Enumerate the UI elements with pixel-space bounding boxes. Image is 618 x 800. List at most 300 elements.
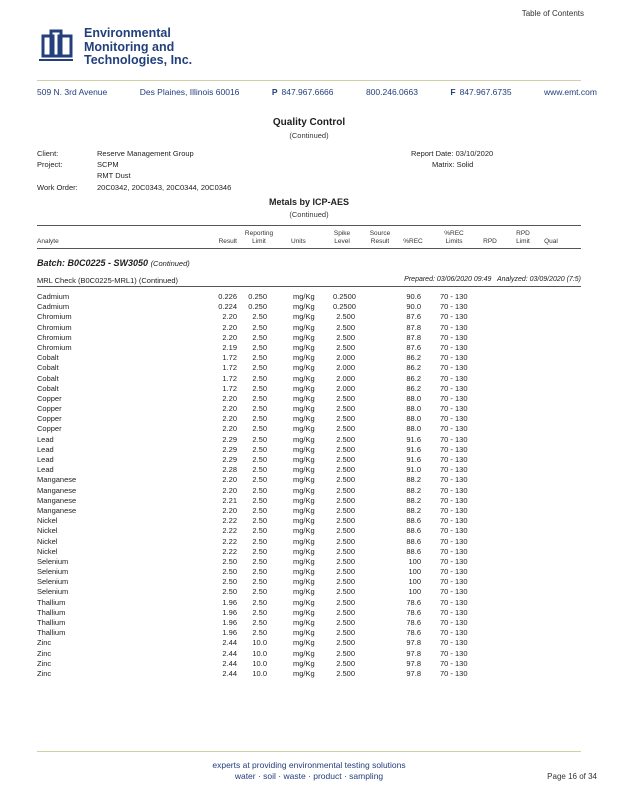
cell-rec-limits: 70 - 130 bbox=[440, 342, 468, 352]
cell-units: mg/Kg bbox=[293, 638, 315, 648]
cell-rec-limits: 70 - 130 bbox=[440, 628, 468, 638]
cell-analyte: Cadmium bbox=[37, 292, 70, 301]
cell-units: mg/Kg bbox=[293, 363, 315, 373]
cell-spike-level: 2.500 bbox=[336, 393, 355, 403]
section-subtitle: (Continued) bbox=[289, 210, 329, 219]
page-number: Page 16 of 34 bbox=[547, 772, 597, 781]
cell-rec-limits: 70 - 130 bbox=[440, 455, 468, 464]
cell-rec-limits: 70 - 130 bbox=[440, 322, 468, 332]
cell-spike-level: 2.500 bbox=[336, 424, 355, 434]
cell-analyte: Lead bbox=[37, 434, 54, 444]
cell-units: mg/Kg bbox=[293, 668, 315, 678]
table-row bbox=[37, 333, 581, 343]
cell-units: mg/Kg bbox=[293, 455, 315, 464]
table-row bbox=[37, 526, 581, 536]
table-row bbox=[37, 577, 581, 587]
cell-spike-level: 2.500 bbox=[336, 658, 355, 668]
cell-analyte: Lead bbox=[37, 444, 54, 454]
prep-info bbox=[404, 276, 581, 283]
cell-reporting-limit: 2.50 bbox=[252, 444, 267, 454]
cell-rec: 88.0 bbox=[406, 424, 421, 434]
client-value: Reserve Management Group bbox=[97, 149, 194, 158]
cell-rec: 88.0 bbox=[406, 404, 421, 414]
table-row bbox=[37, 343, 581, 353]
table-row bbox=[37, 302, 581, 312]
cell-analyte: Chromium bbox=[37, 342, 72, 352]
cell-reporting-limit: 2.50 bbox=[252, 353, 267, 363]
cell-rec: 78.6 bbox=[406, 628, 421, 638]
table-row bbox=[37, 323, 581, 333]
cell-spike-level: 2.500 bbox=[336, 618, 355, 627]
col-source-result bbox=[365, 230, 395, 245]
mrl-continued: (Continued) bbox=[138, 276, 179, 285]
cell-analyte: Nickel bbox=[37, 536, 58, 546]
client-field bbox=[37, 149, 194, 158]
cell-units: mg/Kg bbox=[293, 465, 315, 475]
analyzed-date: Analyzed: 03/09/2020 (7:5) bbox=[496, 276, 581, 283]
col-reporting-line2: Limit bbox=[252, 237, 266, 245]
col-rec: %REC bbox=[403, 238, 423, 245]
workorder-value: 20C0342, 20C0343, 20C0344, 20C0346 bbox=[97, 183, 232, 192]
cell-analyte: Zinc bbox=[37, 648, 52, 658]
cell-rec-limits: 70 - 130 bbox=[440, 587, 468, 597]
cell-analyte: Selenium bbox=[37, 587, 69, 597]
table-row bbox=[37, 353, 581, 363]
cell-spike-level: 2.500 bbox=[336, 556, 355, 566]
cell-reporting-limit: 2.50 bbox=[252, 363, 267, 373]
cell-result: 2.44 bbox=[222, 658, 237, 668]
cell-rec: 91.6 bbox=[406, 434, 421, 444]
cell-rec-limits: 70 - 130 bbox=[440, 383, 468, 393]
cell-rec: 78.6 bbox=[406, 618, 421, 627]
cell-rec-limits: 70 - 130 bbox=[440, 393, 468, 403]
cell-result: 2.29 bbox=[222, 434, 237, 444]
cell-units: mg/Kg bbox=[293, 546, 315, 556]
cell-reporting-limit: 2.50 bbox=[252, 546, 267, 556]
cell-result: 2.20 bbox=[222, 475, 237, 485]
cell-reporting-limit: 2.50 bbox=[252, 383, 267, 393]
cell-units: mg/Kg bbox=[293, 618, 315, 627]
table-row bbox=[37, 628, 581, 638]
cell-result: 2.28 bbox=[222, 465, 237, 475]
table-row bbox=[37, 394, 581, 404]
cell-result: 0.224 bbox=[218, 302, 237, 312]
table-row bbox=[37, 638, 581, 648]
cell-result: 1.72 bbox=[222, 363, 237, 373]
page-title: Quality Control bbox=[272, 117, 346, 128]
batch-label: Batch: B0C0225 - SW3050 bbox=[37, 258, 149, 268]
table-row bbox=[37, 384, 581, 394]
cell-reporting-limit: 0.250 bbox=[248, 292, 267, 301]
cell-analyte: Cobalt bbox=[37, 373, 59, 383]
cell-result: 2.29 bbox=[222, 455, 237, 464]
col-reclim-line1: %REC bbox=[444, 230, 464, 237]
col-reclim-line2: Limits bbox=[445, 237, 463, 245]
cell-result: 2.44 bbox=[222, 648, 237, 658]
company-name bbox=[84, 27, 192, 68]
cell-result: 1.72 bbox=[222, 383, 237, 393]
cell-reporting-limit: 2.50 bbox=[252, 597, 267, 607]
cell-result: 2.20 bbox=[222, 414, 237, 424]
cell-rec-limits: 70 - 130 bbox=[440, 526, 468, 536]
cell-spike-level: 2.500 bbox=[336, 587, 355, 597]
cell-rec: 87.6 bbox=[406, 312, 421, 322]
cell-rec-limits: 70 - 130 bbox=[440, 302, 468, 312]
cell-rec: 97.8 bbox=[406, 648, 421, 658]
cell-result: 2.22 bbox=[222, 536, 237, 546]
cell-units: mg/Kg bbox=[293, 332, 315, 342]
cell-units: mg/Kg bbox=[293, 312, 315, 322]
table-row bbox=[37, 496, 581, 506]
matrix-value: Solid bbox=[456, 160, 474, 169]
cell-spike-level: 2.000 bbox=[336, 373, 355, 383]
cell-rec-limits: 70 - 130 bbox=[440, 414, 468, 424]
col-rpdlim-line2: Limit bbox=[516, 237, 530, 245]
col-reporting-limit bbox=[241, 230, 277, 245]
cell-units: mg/Kg bbox=[293, 628, 315, 638]
cell-analyte: Chromium bbox=[37, 312, 72, 322]
table-row bbox=[37, 363, 581, 373]
batch-heading bbox=[37, 258, 190, 268]
cell-reporting-limit: 2.50 bbox=[252, 475, 267, 485]
cell-analyte: Selenium bbox=[37, 567, 69, 577]
table-row bbox=[37, 608, 581, 618]
company-name-line: Environmental bbox=[84, 26, 171, 40]
cell-spike-level: 2.500 bbox=[336, 342, 355, 352]
cell-units: mg/Kg bbox=[293, 414, 315, 424]
cell-reporting-limit: 2.50 bbox=[252, 526, 267, 536]
cell-units: mg/Kg bbox=[293, 587, 315, 597]
cell-reporting-limit: 0.250 bbox=[248, 302, 267, 312]
col-reporting-line1: Reporting bbox=[244, 230, 274, 237]
fax bbox=[450, 87, 511, 97]
cell-rec: 88.2 bbox=[406, 475, 421, 485]
cell-spike-level: 2.500 bbox=[336, 638, 355, 648]
section-title: Metals by ICP-AES bbox=[268, 197, 350, 207]
cell-units: mg/Kg bbox=[293, 607, 315, 617]
cell-spike-level: 2.500 bbox=[336, 332, 355, 342]
cell-rec: 88.2 bbox=[406, 505, 421, 515]
cell-analyte: Thallium bbox=[37, 618, 66, 627]
cell-analyte: Manganese bbox=[37, 495, 77, 505]
cell-rec: 100 bbox=[408, 567, 421, 577]
cell-analyte: Copper bbox=[37, 393, 62, 403]
cell-rec-limits: 70 - 130 bbox=[440, 424, 468, 434]
cell-reporting-limit: 2.50 bbox=[252, 607, 267, 617]
table-row bbox=[37, 649, 581, 659]
cell-reporting-limit: 2.50 bbox=[252, 485, 267, 495]
cell-rec-limits: 70 - 130 bbox=[440, 485, 468, 495]
phone-tollfree: 800.246.0663 bbox=[365, 87, 418, 97]
cell-reporting-limit: 2.50 bbox=[252, 505, 267, 515]
cell-result: 1.96 bbox=[222, 597, 237, 607]
cell-result: 1.96 bbox=[222, 607, 237, 617]
cell-reporting-limit: 2.50 bbox=[252, 434, 267, 444]
cell-rec-limits: 70 - 130 bbox=[440, 577, 468, 587]
col-rec-limits bbox=[439, 230, 469, 245]
cell-spike-level: 2.500 bbox=[336, 475, 355, 485]
cell-analyte: Copper bbox=[37, 424, 62, 434]
table-row bbox=[37, 404, 581, 414]
cell-units: mg/Kg bbox=[293, 567, 315, 577]
cell-analyte: Manganese bbox=[37, 485, 77, 495]
cell-result: 2.20 bbox=[222, 485, 237, 495]
cell-rec: 87.8 bbox=[406, 332, 421, 342]
cell-rec-limits: 70 - 130 bbox=[440, 607, 468, 617]
cell-rec-limits: 70 - 130 bbox=[440, 668, 468, 678]
table-row bbox=[37, 486, 581, 496]
cell-rec: 88.2 bbox=[406, 495, 421, 505]
cell-rec: 87.6 bbox=[406, 342, 421, 352]
table-row bbox=[37, 465, 581, 475]
cell-units: mg/Kg bbox=[293, 383, 315, 393]
cell-reporting-limit: 2.50 bbox=[252, 618, 267, 627]
phone-tag: P bbox=[271, 87, 278, 97]
col-spike-line2: Level bbox=[334, 237, 350, 245]
col-rpdlim-line1: RPD bbox=[516, 230, 530, 237]
table-row bbox=[37, 618, 581, 628]
website-link[interactable]: www.emt.com bbox=[544, 87, 597, 97]
cell-spike-level: 2.500 bbox=[336, 312, 355, 322]
cell-units: mg/Kg bbox=[293, 404, 315, 414]
col-source-line2: Result bbox=[370, 237, 390, 245]
cell-rec: 91.0 bbox=[406, 465, 421, 475]
cell-result: 1.96 bbox=[222, 618, 237, 627]
cell-analyte: Manganese bbox=[37, 475, 77, 485]
cell-rec-limits: 70 - 130 bbox=[440, 292, 468, 301]
cell-reporting-limit: 2.50 bbox=[252, 393, 267, 403]
cell-reporting-limit: 2.50 bbox=[252, 495, 267, 505]
cell-analyte: Cobalt bbox=[37, 363, 59, 373]
table-row bbox=[37, 587, 581, 597]
cell-spike-level: 2.500 bbox=[336, 465, 355, 475]
cell-reporting-limit: 2.50 bbox=[252, 465, 267, 475]
cell-analyte: Thallium bbox=[37, 597, 66, 607]
cell-rec: 88.6 bbox=[406, 536, 421, 546]
cell-rec: 100 bbox=[408, 556, 421, 566]
col-source-line1: Source bbox=[369, 230, 391, 237]
cell-analyte: Chromium bbox=[37, 322, 72, 332]
cell-units: mg/Kg bbox=[293, 648, 315, 658]
phone-number: 847.967.6666 bbox=[281, 87, 334, 97]
col-units: Units bbox=[291, 238, 306, 245]
cell-result: 2.44 bbox=[222, 668, 237, 678]
cell-rec-limits: 70 - 130 bbox=[440, 404, 468, 414]
table-row bbox=[37, 312, 581, 322]
cell-result: 2.22 bbox=[222, 526, 237, 536]
table-row bbox=[37, 374, 581, 384]
cell-units: mg/Kg bbox=[293, 322, 315, 332]
cell-reporting-limit: 2.50 bbox=[252, 455, 267, 464]
cell-result: 2.50 bbox=[222, 577, 237, 587]
cell-units: mg/Kg bbox=[293, 495, 315, 505]
cell-spike-level: 2.500 bbox=[336, 607, 355, 617]
project-field bbox=[37, 160, 119, 169]
cell-analyte: Copper bbox=[37, 404, 62, 414]
cell-spike-level: 2.500 bbox=[336, 516, 355, 526]
table-row bbox=[37, 669, 581, 679]
street-address: 509 N. 3rd Avenue bbox=[37, 87, 108, 97]
cell-units: mg/Kg bbox=[293, 373, 315, 383]
cell-rec: 100 bbox=[408, 577, 421, 587]
cell-units: mg/Kg bbox=[293, 536, 315, 546]
table-of-contents-link[interactable]: Table of Contents bbox=[521, 9, 584, 18]
phone bbox=[272, 87, 334, 97]
cell-rec-limits: 70 - 130 bbox=[440, 658, 468, 668]
cell-analyte: Nickel bbox=[37, 526, 58, 536]
cell-reporting-limit: 2.50 bbox=[252, 312, 267, 322]
cell-result: 2.20 bbox=[222, 505, 237, 515]
col-qual: Qual bbox=[544, 238, 558, 245]
results-table bbox=[37, 292, 581, 679]
table-row bbox=[37, 506, 581, 516]
cell-spike-level: 2.500 bbox=[336, 455, 355, 464]
workorder-field bbox=[37, 183, 231, 192]
report-date-value: 03/10/2020 bbox=[455, 149, 494, 158]
table-row bbox=[37, 445, 581, 455]
table-row bbox=[37, 659, 581, 669]
cell-reporting-limit: 2.50 bbox=[252, 404, 267, 414]
cell-rec: 86.2 bbox=[406, 353, 421, 363]
cell-spike-level: 2.500 bbox=[336, 628, 355, 638]
footer-rule bbox=[37, 751, 581, 752]
cell-analyte: Nickel bbox=[37, 546, 58, 556]
cell-rec-limits: 70 - 130 bbox=[440, 465, 468, 475]
cell-result: 2.22 bbox=[222, 546, 237, 556]
table-header bbox=[37, 225, 581, 249]
cell-result: 2.20 bbox=[222, 332, 237, 342]
cell-rec-limits: 70 - 130 bbox=[440, 332, 468, 342]
cell-analyte: Zinc bbox=[37, 658, 52, 668]
table-row bbox=[37, 475, 581, 485]
cell-reporting-limit: 2.50 bbox=[252, 567, 267, 577]
cell-spike-level: 2.500 bbox=[336, 434, 355, 444]
cell-rec-limits: 70 - 130 bbox=[440, 638, 468, 648]
cell-analyte: Nickel bbox=[37, 516, 58, 526]
col-result: Result bbox=[218, 238, 237, 245]
cell-reporting-limit: 2.50 bbox=[252, 577, 267, 587]
cell-result: 2.50 bbox=[222, 556, 237, 566]
header-rule bbox=[37, 80, 581, 81]
cell-rec-limits: 70 - 130 bbox=[440, 312, 468, 322]
cell-analyte: Cadmium bbox=[37, 302, 70, 312]
cell-analyte: Lead bbox=[37, 455, 54, 464]
cell-rec: 97.8 bbox=[406, 658, 421, 668]
page-subtitle: (Continued) bbox=[289, 131, 329, 140]
cell-reporting-limit: 10.0 bbox=[252, 658, 267, 668]
cell-result: 1.72 bbox=[222, 353, 237, 363]
cell-rec-limits: 70 - 130 bbox=[440, 597, 468, 607]
cell-rec: 97.8 bbox=[406, 638, 421, 648]
cell-units: mg/Kg bbox=[293, 292, 315, 301]
cell-reporting-limit: 2.50 bbox=[252, 322, 267, 332]
cell-analyte: Cobalt bbox=[37, 383, 59, 393]
col-analyte: Analyte bbox=[37, 238, 59, 245]
table-row bbox=[37, 567, 581, 577]
mrl-check-heading bbox=[37, 276, 581, 287]
cell-result: 1.72 bbox=[222, 373, 237, 383]
address-bar bbox=[37, 87, 597, 97]
cell-reporting-limit: 2.50 bbox=[252, 556, 267, 566]
matrix-label: Matrix: bbox=[432, 160, 455, 169]
cell-analyte: Thallium bbox=[37, 607, 66, 617]
cell-result: 2.50 bbox=[222, 587, 237, 597]
cell-analyte: Zinc bbox=[37, 668, 52, 678]
col-spike-line1: Spike bbox=[333, 230, 351, 237]
cell-spike-level: 2.000 bbox=[336, 363, 355, 373]
cell-analyte: Lead bbox=[37, 465, 54, 475]
table-row bbox=[37, 414, 581, 424]
company-name-line: Monitoring and bbox=[84, 39, 175, 54]
cell-result: 2.20 bbox=[222, 312, 237, 322]
cell-rec-limits: 70 - 130 bbox=[440, 505, 468, 515]
cell-units: mg/Kg bbox=[293, 597, 315, 607]
cell-analyte: Manganese bbox=[37, 505, 77, 515]
cell-rec: 90.6 bbox=[406, 292, 421, 301]
cell-units: mg/Kg bbox=[293, 393, 315, 403]
cell-analyte: Chromium bbox=[37, 332, 72, 342]
footer-services: water · soil · waste · product · sampling bbox=[234, 771, 384, 781]
workorder-label: Work Order: bbox=[37, 183, 78, 192]
cell-spike-level: 2.500 bbox=[336, 505, 355, 515]
cell-rec: 90.0 bbox=[406, 302, 421, 312]
cell-analyte: Thallium bbox=[37, 628, 66, 638]
cell-reporting-limit: 2.50 bbox=[252, 536, 267, 546]
cell-reporting-limit: 2.50 bbox=[252, 414, 267, 424]
cell-rec: 97.8 bbox=[406, 668, 421, 678]
cell-reporting-limit: 2.50 bbox=[252, 342, 267, 352]
cell-spike-level: 0.2500 bbox=[333, 292, 356, 301]
cell-rec-limits: 70 - 130 bbox=[440, 648, 468, 658]
matrix-field bbox=[432, 160, 473, 169]
cell-result: 2.20 bbox=[222, 404, 237, 414]
cell-rec-limits: 70 - 130 bbox=[440, 516, 468, 526]
cell-rec: 88.0 bbox=[406, 393, 421, 403]
emt-logo-icon bbox=[37, 28, 77, 64]
cell-analyte: Zinc bbox=[37, 638, 52, 648]
cell-spike-level: 2.500 bbox=[336, 444, 355, 454]
cell-units: mg/Kg bbox=[293, 434, 315, 444]
cell-rec: 100 bbox=[408, 587, 421, 597]
cell-units: mg/Kg bbox=[293, 658, 315, 668]
cell-rec-limits: 70 - 130 bbox=[440, 353, 468, 363]
cell-rec-limits: 70 - 130 bbox=[440, 373, 468, 383]
cell-rec: 88.6 bbox=[406, 526, 421, 536]
cell-units: mg/Kg bbox=[293, 342, 315, 352]
company-name-line: Technologies, Inc. bbox=[84, 53, 193, 67]
report-date-field bbox=[411, 149, 493, 158]
cell-rec-limits: 70 - 130 bbox=[440, 556, 468, 566]
table-row bbox=[37, 557, 581, 567]
batch-continued: (Continued) bbox=[150, 259, 190, 268]
cell-spike-level: 2.500 bbox=[336, 567, 355, 577]
cell-rec-limits: 70 - 130 bbox=[440, 444, 468, 454]
cell-rec-limits: 70 - 130 bbox=[440, 475, 468, 485]
cell-result: 2.50 bbox=[222, 567, 237, 577]
cell-spike-level: 2.000 bbox=[336, 353, 355, 363]
cell-result: 2.21 bbox=[222, 495, 237, 505]
project-value-2: RMT Dust bbox=[97, 171, 131, 180]
table-row bbox=[37, 516, 581, 526]
cell-units: mg/Kg bbox=[293, 302, 315, 312]
table-row bbox=[37, 547, 581, 557]
cell-reporting-limit: 2.50 bbox=[252, 332, 267, 342]
cell-spike-level: 2.500 bbox=[336, 485, 355, 495]
cell-units: mg/Kg bbox=[293, 516, 315, 526]
cell-spike-level: 2.500 bbox=[336, 546, 355, 556]
table-row bbox=[37, 455, 581, 465]
cell-rec: 88.0 bbox=[406, 414, 421, 424]
